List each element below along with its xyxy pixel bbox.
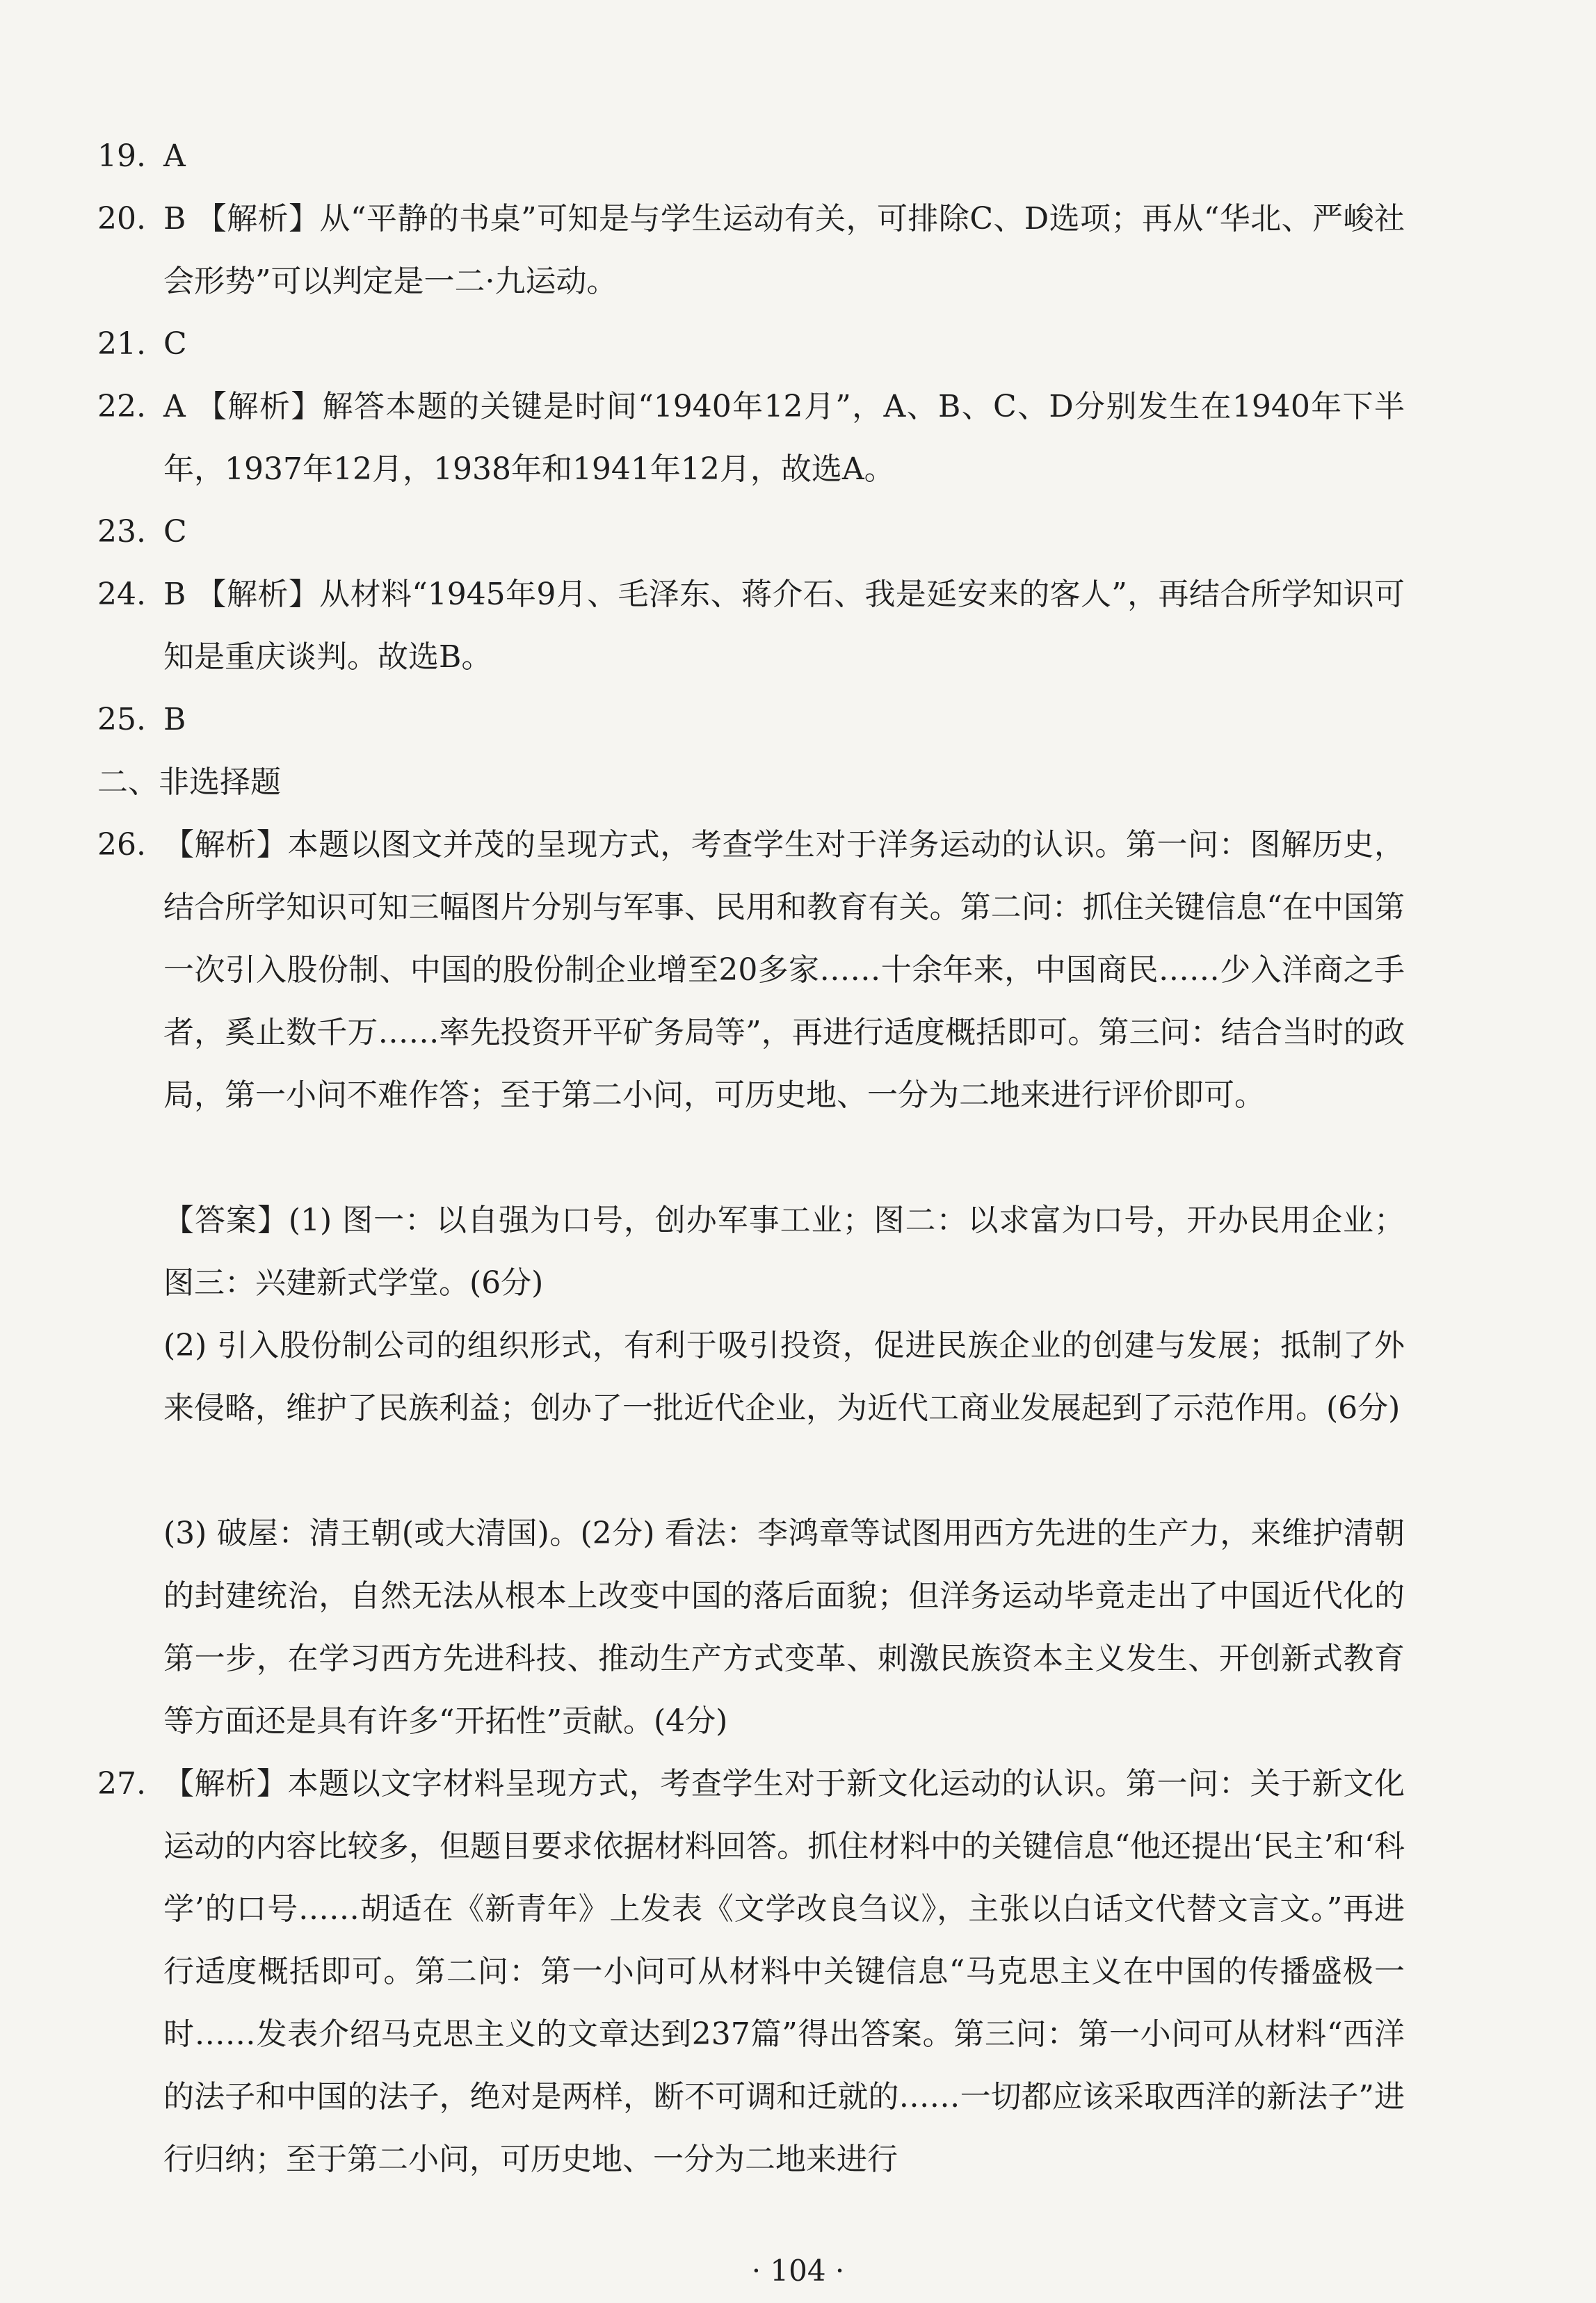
item-number: 26. <box>97 827 146 862</box>
answer-part-1: 【答案】(1) 图一：以自强为口号，创办军事工业；图二：以求富为口号，开办民用企业；图三：兴建新式学堂。(6分) <box>163 1203 1405 1301</box>
answer-part-3: (3) 破屋：清王朝(或大清国)。(2分) 看法：李鸿章等试图用西方先进的生产力，来维护清朝的封建统治，自然无法从根本上改变中国的落后面貌；但洋务运动毕竟走出了中国近代化的第一步，在学习西方先进科技、推动生产方式变革、刺激民族资本主义发生、开创新式教育等方面还是具有许多“开拓性”贡献。(4分) <box>163 1516 1405 1739</box>
item-text: C <box>163 514 187 549</box>
item-text: B 【解析】从“平静的书桌”可知是与学生运动有关，可排除C、D选项；再从“华北、严峻社会形势”可以判定是一二·九运动。 <box>163 201 1405 299</box>
answer-item-19 <box>97 125 1405 188</box>
analysis-text: 【解析】本题以图文并茂的呈现方式，考查学生对于洋务运动的认识。第一问：图解历史，结合所学知识可知三幅图片分别与军事、民用和教育有关。第二问：抓住关键信息“在中国第一次引入股份制、中国的股份制企业增至20多家……十余年来，中国商民……少入洋商之手者，奚止数千万……率先投资开平矿务局等”，再进行适度概括即可。第三问：结合当时的政局，第一小问不难作答；至于第二小问，可历史地、一分为二地来进行评价即可。 <box>163 827 1405 1113</box>
answer-item-25 <box>97 689 1405 751</box>
item-number: 21. <box>97 326 146 362</box>
item-text: A 【解析】解答本题的关键是时间“1940年12月”，A、B、C、D分别发生在1940年下半年，1937年12月，1938年和1941年12月，故选A。 <box>163 389 1405 487</box>
item-text: B <box>163 702 186 737</box>
answer-part-2: (2) 引入股份制公司的组织形式，有利于吸引投资，促进民族企业的创建与发展；抵制了外来侵略，维护了民族利益；创办了一批近代企业，为近代工商业发展起到了示范作用。(6分) <box>163 1328 1405 1426</box>
analysis-text: 【解析】本题以文字材料呈现方式，考查学生对于新文化运动的认识。第一问：关于新文化运动的内容比较多，但题目要求依据材料回答。抓住材料中的关键信息“他还提出‘民主’和‘科学’的口号……胡适在《新青年》上发表《文学改良刍议》，主张以白话文代替文言文。”再进行适度概括即可。第二问：第一小问可从材料中关键信息“马克思主义在中国的传播盛极一时……发表介绍马克思主义的文章达到237篇”得出答案。第三问：第一小问可从材料“西洋的法子和中国的法子，绝对是两样，断不可调和迁就的……一切都应该采取西洋的新法子”进行归纳；至于第二小问，可历史地、一分为二地来进行 <box>163 1766 1405 2177</box>
item-number: 27. <box>97 1766 146 1802</box>
item-text: A <box>163 138 186 174</box>
item-number: 20. <box>97 201 146 236</box>
item-text: C <box>163 326 187 362</box>
item-number: 22. <box>97 389 146 424</box>
question-26 <box>97 814 1405 1127</box>
item-number: 25. <box>97 702 146 737</box>
item-number: 23. <box>97 514 146 549</box>
item-text: B 【解析】从材料“1945年9月、毛泽东、蒋介石、我是延安来的客人”，再结合所学知识可知是重庆谈判。故选B。 <box>163 577 1405 675</box>
item-number: 19. <box>97 138 146 174</box>
answer-item-21 <box>97 313 1405 376</box>
answer-item-24 <box>97 563 1405 689</box>
question-27 <box>97 1753 1405 2191</box>
section-title: 二、非选择题 <box>97 764 281 800</box>
item-number: 24. <box>97 577 146 612</box>
page-number: · 104 · <box>751 2254 845 2288</box>
answer-item-23 <box>97 501 1405 563</box>
answer-item-20 <box>97 188 1405 313</box>
answer-item-22 <box>97 376 1405 501</box>
